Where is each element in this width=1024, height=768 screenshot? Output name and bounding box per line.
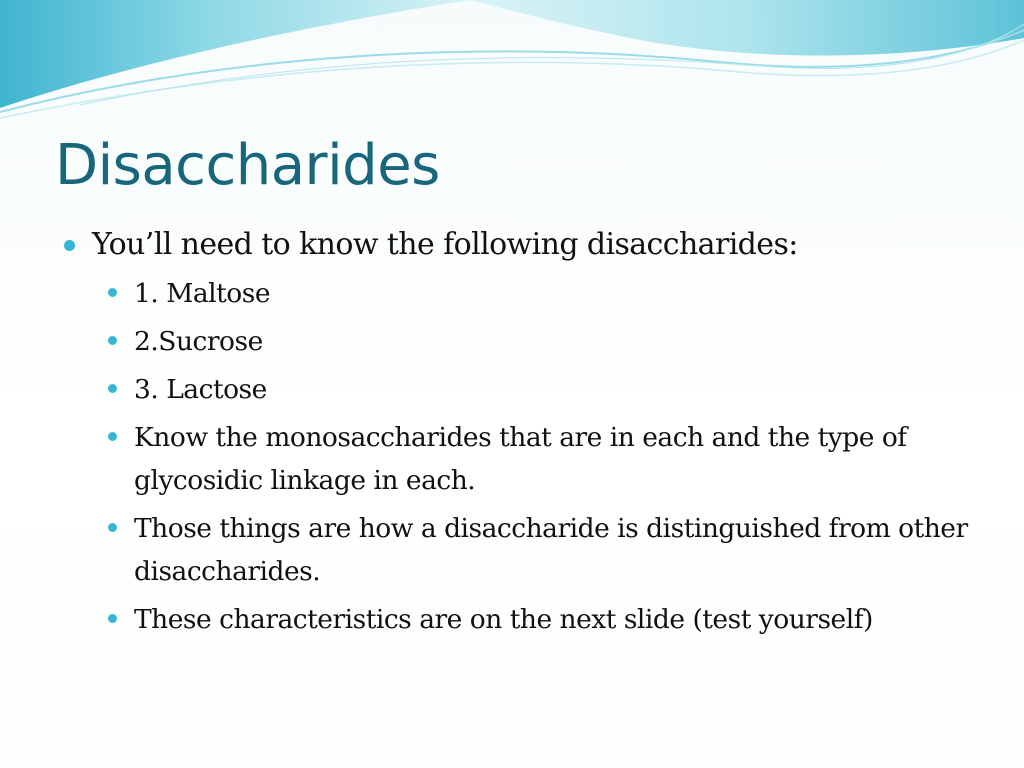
list-item-text: Those things are how a disaccharide is distinguished from other disaccharides.: [134, 513, 968, 587]
bullet-dot-icon: [108, 336, 117, 345]
list-item: [102, 320, 980, 363]
bullet-dot-icon: [108, 523, 117, 532]
list-item: [102, 507, 980, 593]
list-item: [102, 368, 980, 411]
slide-title: Disaccharides: [55, 133, 440, 198]
list-item-text: 3. Lactose: [134, 374, 267, 405]
bullet-dot-icon: [108, 288, 117, 297]
bullet-dot-icon: [64, 240, 75, 251]
slide-body: [60, 224, 980, 646]
list-item: [102, 598, 980, 641]
main-bullet: [60, 224, 980, 266]
list-item-text: 2.Sucrose: [134, 326, 263, 357]
bullet-dot-icon: [108, 384, 117, 393]
main-bullet-text: You’ll need to know the following disaccharides:: [92, 227, 798, 262]
list-item-text: 1. Maltose: [134, 278, 271, 309]
decorative-wave-banner: [0, 0, 1024, 130]
wave-band-right: [470, 0, 1024, 56]
list-item: [102, 416, 980, 502]
bullet-dot-icon: [108, 614, 117, 623]
list-item-text: Know the monosaccharides that are in each and the type of glycosidic linkage in each.: [134, 422, 907, 496]
bullet-dot-icon: [108, 432, 117, 441]
list-item-text: These characteristics are on the next slide (test yourself): [134, 604, 873, 635]
sub-bullet-list: [60, 272, 980, 641]
list-item: [102, 272, 980, 315]
